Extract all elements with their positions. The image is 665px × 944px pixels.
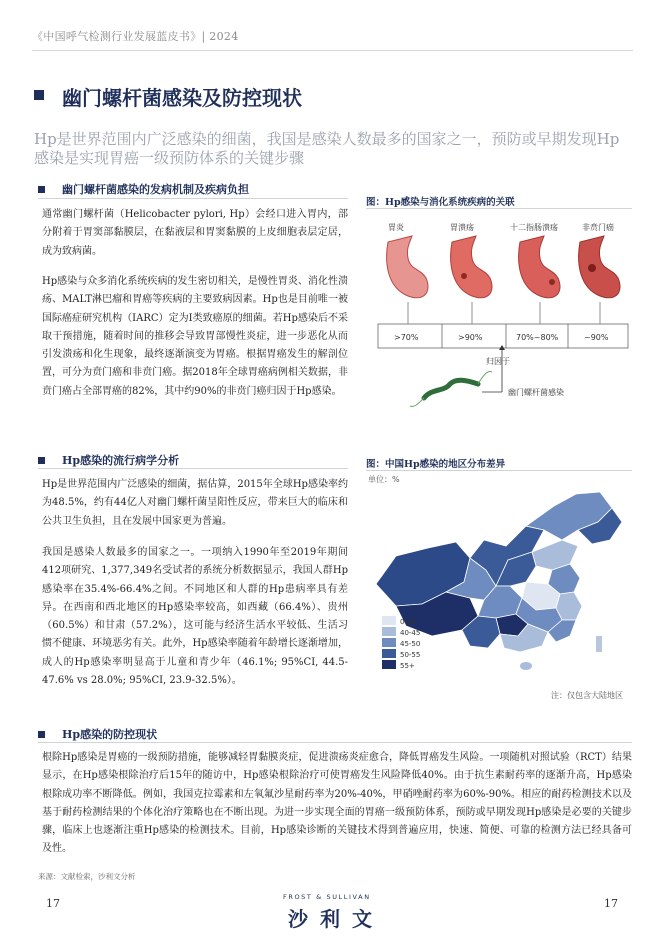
section-square-icon xyxy=(38,731,45,738)
legend-swatch-4 xyxy=(382,660,396,669)
shalivan-logo: 沙利文 xyxy=(288,907,384,931)
fig1-pct-cancer: ~90% xyxy=(584,333,609,342)
fig1-bacteria-label: 幽门螺杆菌感染 xyxy=(508,388,564,397)
page-title: 幽门螺杆菌感染及防控现状 xyxy=(62,86,302,110)
figure1-divider xyxy=(366,208,632,209)
fig1-label-ulcer: 胃溃疡 xyxy=(450,223,474,232)
report-header: 《中国呼气检测行业发展蓝皮书》| 2024 xyxy=(32,30,239,43)
section1-divider xyxy=(38,198,348,199)
lead-text: Hp是世界范围内广泛感染的细菌，我国是感染人数最多的国家之一，预防或早期发现Hp感染是实现胃癌一级预防体系的关键步骤 xyxy=(34,130,620,167)
section1-paragraph-1: 通常幽门螺杆菌（Helicobacter pylori, Hp）会经口进入胃内，部分附着于胃窦部黏膜层，在黏液层和胃窦黏膜的上皮细胞表层定居，成为致病菌。 xyxy=(42,209,348,257)
page-number-left: 17 xyxy=(46,897,60,910)
map-legend xyxy=(382,616,420,670)
source-note: 来源：文献检索，沙利文分析 xyxy=(38,872,136,881)
figure1-title: 图：Hp感染与消化系统疾病的关联 xyxy=(366,197,515,208)
region-hainan xyxy=(520,662,532,670)
legend-label-1: 40-45 xyxy=(400,629,421,637)
legend-swatch-0 xyxy=(382,616,396,625)
fig1-pct-duodenal: 70%~80% xyxy=(516,333,559,342)
legend-label-0: 0-40 xyxy=(400,618,416,626)
title-square-icon xyxy=(34,90,44,100)
figure2-divider xyxy=(366,470,632,471)
section2-paragraph-2: 我国是感染人数最多的国家之一。一项纳入1990年至2019年期间412项研究、1,377,349名受试者的系统分析数据显示，我国人群Hp感染率在35.4%-66.4%之间。不同地区和人群的Hp患病率具有差异。在西南和西北地区的Hp感染率较高，如西藏（66.4%）、贵州（60.5%）和甘肃（57.2%），这可能与经济生活水平较低、生活习惯不健康、环境恶劣有关。此外，Hp感染率随着年龄增长逐渐增加，成人的Hp感染率明显高于儿童和青少年（46.1%; 95%CI, 44.5-47.6% vs 28.0%; 95%CI, 23.9-32.5%）。 xyxy=(42,547,348,687)
fig1-pct-ulcer: >90% xyxy=(458,333,483,342)
section2-heading: Hp感染的流行病学分析 xyxy=(62,454,180,467)
frost-sullivan-logo-text: FROST & SULLIVAN xyxy=(283,893,371,901)
figure2-unit: 单位：% xyxy=(368,475,400,484)
legend-label-3: 50-55 xyxy=(400,651,421,659)
section3-heading: Hp感染的防控现状 xyxy=(62,728,158,741)
section1-paragraph-2: Hp感染与众多消化系统疾病的发生密切相关，是慢性胃炎、消化性溃疡、MALT淋巴瘤和胃癌等疾病的主要致病因素。Hp也是目前唯一被国际癌症研究机构（IARC）定为I类致癌原的细菌。若Hp感染后不采取干预措施，随着时间的推移会导致胃部慢性炎症，进一步恶化从而引发溃疡和化生现象，最终逐渐演变为胃癌。根据胃癌发生的解剖位置，可分为贲门癌和非贲门癌。据2018年全球胃癌病例相关数据，非贲门癌占全部胃癌的82%，其中约90%的非贲门癌归因于Hp感染。 xyxy=(42,276,348,397)
fig1-label-duodenal: 十二指肠溃疡 xyxy=(510,223,558,232)
section3-divider xyxy=(38,742,632,743)
china-map xyxy=(366,486,632,686)
figure2-title: 图：中国Hp感染的地区分布差异 xyxy=(366,459,506,470)
header-divider xyxy=(32,50,633,51)
legend-swatch-3 xyxy=(382,649,396,658)
figure1-diagram xyxy=(366,212,632,422)
stomach-duodenal-ulcer-icon xyxy=(519,236,560,298)
section3-paragraph: 根除Hp感染是胃癌的一级预防措施，能够减轻胃黏膜炎症，促进溃疡炎症愈合，降低胃癌发生风险。一项随机对照试验（RCT）结果显示，在Hp感染根除治疗后15年的随访中，Hp感染根除治疗可使胃癌发生风险降低40%。由于抗生素耐药率的逐渐升高，Hp感染根除成功率不断降低。例如，我国克拉霉素和左氧氟沙星耐药率为20%-40%，甲硝唑耐药率为60%-90%。相应的耐药检测技术以及基于耐药检测结果的个体化治疗策略也在不断出现。为进一步实现全面的胃癌一级预防体系，预防或早期发现Hp感染是必要的关键步骤，临床上也逐渐注重Hp感染的检测技术。目前，Hp感染诊断的关键技术得到普遍应用，快速、简便、可靠的检测方法已经具备可及性。 xyxy=(42,752,632,855)
fig1-pct-gastritis: >70% xyxy=(394,333,419,342)
stomach-ulcer-icon xyxy=(451,236,492,298)
legend-label-4: 55+ xyxy=(400,662,415,670)
section2-paragraph-1: Hp是世界范围内广泛感染的细菌，据估算，2015年全球Hp感染率约为48.5%，约有44亿人对幽门螺杆菌呈阳性反应，带来巨大的临床和公共卫生负担，且在发展中国家更为普遍。 xyxy=(42,479,348,527)
section1-heading: 幽门螺杆菌感染的发病机制及疾病负担 xyxy=(62,183,249,196)
figure2-note: 注：仅包含大陆地区 xyxy=(551,691,623,700)
legend-swatch-1 xyxy=(382,627,396,636)
stomach-gastritis-icon xyxy=(387,236,428,298)
section-square-icon xyxy=(38,457,45,464)
section2-divider xyxy=(38,468,348,469)
bacteria-icon xyxy=(410,372,492,407)
legend-label-2: 45-50 xyxy=(400,640,421,648)
page-number-right: 17 xyxy=(604,897,618,910)
fig1-label-cancer: 非贲门癌 xyxy=(582,223,614,232)
legend-swatch-2 xyxy=(382,638,396,647)
fig1-attributed-label: 归因于 xyxy=(486,357,510,366)
south-sea-marker xyxy=(596,636,602,652)
section-square-icon xyxy=(38,186,45,193)
stomach-cancer-icon xyxy=(579,236,620,298)
fig1-label-gastritis: 胃炎 xyxy=(388,223,404,232)
